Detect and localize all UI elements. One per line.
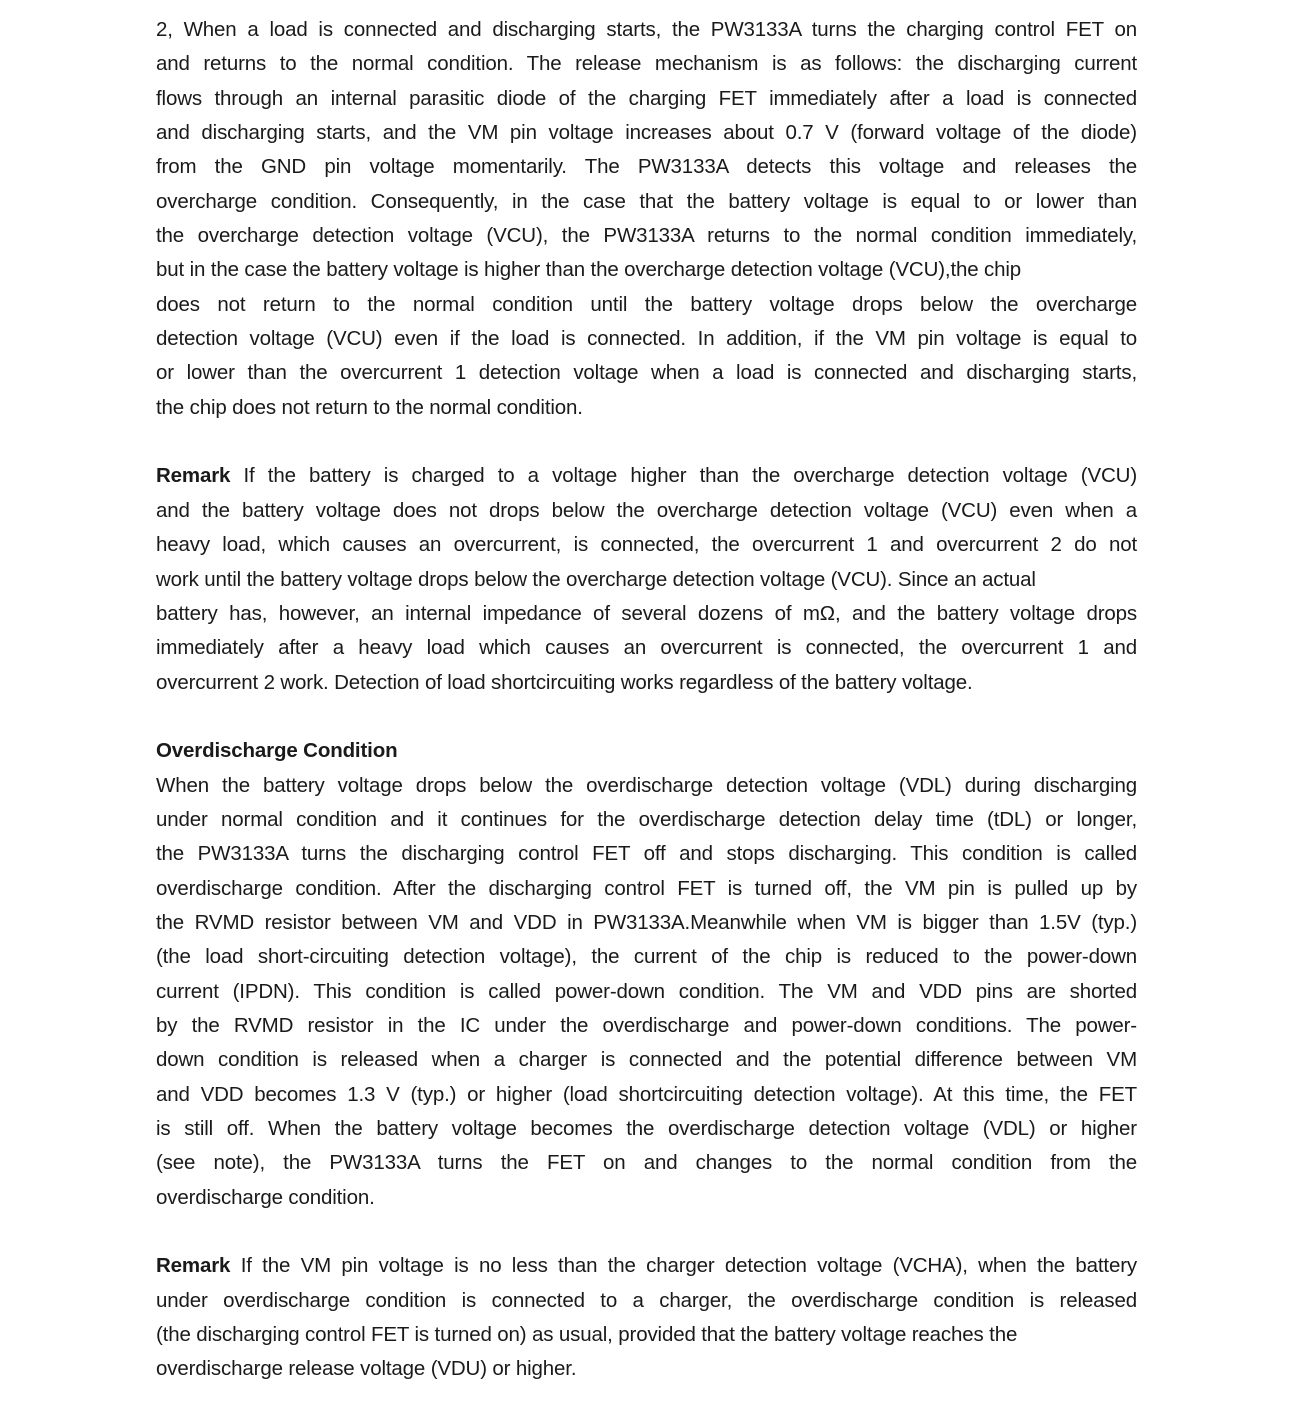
text-line: detection voltage (VCU) even if the load is connected. In addition, if the VM pin voltage is equal to [156,327,1137,351]
remark-charger-detection [156,1249,1137,1386]
text-line: under normal condition and it continues for the overdischarge detection delay time (tDL) or longer, [156,807,1137,831]
text-line: (the discharging control FET is turned on) as usual, provided that the battery voltage reaches the [156,1323,1018,1347]
text-line: When the battery voltage drops below the overdischarge detection voltage (VDL) during discharging [156,773,1137,797]
section-overdischarge-condition [156,734,1137,1215]
text-line: current (IPDN). This condition is called power-down condition. The VM and VDD pins are shorted [156,979,1137,1003]
text-line: overdischarge condition. [156,1185,375,1209]
text-line: work until the battery voltage drops below the overcharge detection voltage (VCU). Since an actual [156,567,1036,591]
remark-overcurrent [156,459,1137,699]
remark-text: If the VM pin voltage is no less than the charger detection voltage (VCHA), when the battery [230,1254,1137,1278]
section-heading: Overdischarge Condition [156,739,398,763]
remark-first-line [156,459,1137,493]
text-line: under overdischarge condition is connected to a charger, the overdischarge condition is released [156,1288,1137,1312]
paragraph-spacer [156,425,1137,459]
text-line: overdischarge release voltage (VDU) or higher. [156,1357,577,1381]
text-line: (see note), the PW3133A turns the FET on and changes to the normal condition from the [156,1151,1137,1175]
text-line: does not return to the normal condition until the battery voltage drops below the overcharge [156,292,1137,316]
text-line: the PW3133A turns the discharging control FET off and stops discharging. This condition is called [156,842,1137,866]
text-line: is still off. When the battery voltage becomes the overdischarge detection voltage (VDL) or higher [156,1117,1137,1140]
paragraph-spacer [156,1215,1137,1249]
text-line: but in the case the battery voltage is higher than the overcharge detection voltage (VCU),the chip [156,258,1022,282]
text-line: and discharging starts, and the VM pin voltage increases about 0.7 V (forward voltage of the diode) [156,121,1137,145]
text-line: down condition is released when a charger is connected and the potential difference between VM [156,1048,1137,1072]
remark-text: If the battery is charged to a voltage higher than the overcharge detection voltage (VCU) [230,464,1137,488]
text-line: (the load short-circuiting detection voltage), the current of the chip is reduced to the power-down [156,945,1137,969]
text-line: 2, When a load is connected and discharging starts, the PW3133A turns the charging control FET on [156,18,1137,41]
remark-first-line [156,1249,1137,1283]
text-line: the chip does not return to the normal condition. [156,395,583,419]
text-line: battery has, however, an internal impedance of several dozens of mΩ, and the battery voltage drops [156,601,1137,625]
paragraph-overcharge-release [156,13,1137,425]
text-line: overcharge condition. Consequently, in the case that the battery voltage is equal to or lower than [156,189,1137,213]
text-line: overcurrent 2 work. Detection of load shortcircuiting works regardless of the battery voltage. [156,670,973,694]
document-page [156,13,1137,1387]
text-line: or lower than the overcurrent 1 detection voltage when a load is connected and discharging starts, [156,361,1137,385]
paragraph-spacer [156,700,1137,734]
text-line: and VDD becomes 1.3 V (typ.) or higher (load shortcircuiting detection voltage). At this time, the FET [156,1082,1137,1106]
text-line: from the GND pin voltage momentarily. The PW3133A detects this voltage and releases the [156,155,1137,179]
text-line: heavy load, which causes an overcurrent, is connected, the overcurrent 1 and overcurrent 2 do not [156,533,1137,557]
text-line: the overcharge detection voltage (VCU), the PW3133A returns to the normal condition immediately, [156,224,1137,248]
text-line: and the battery voltage does not drops below the overcharge detection voltage (VCU) even when a [156,498,1137,522]
text-line: immediately after a heavy load which causes an overcurrent is connected, the overcurrent 1 and [156,636,1137,660]
text-line: flows through an internal parasitic diode of the charging FET immediately after a load is connected [156,86,1137,110]
text-line: by the RVMD resistor in the IC under the overdischarge and power-down conditions. The power- [156,1013,1137,1037]
remark-label: Remark [156,1254,231,1278]
text-line: and returns to the normal condition. The release mechanism is as follows: the discharging current [156,52,1137,76]
text-line: the RVMD resistor between VM and VDD in PW3133A.Meanwhile when VM is bigger than 1.5V (typ.) [156,910,1137,934]
text-line: overdischarge condition. After the discharging control FET is turned off, the VM pin is pulled up by [156,876,1137,900]
remark-label: Remark [156,464,231,488]
